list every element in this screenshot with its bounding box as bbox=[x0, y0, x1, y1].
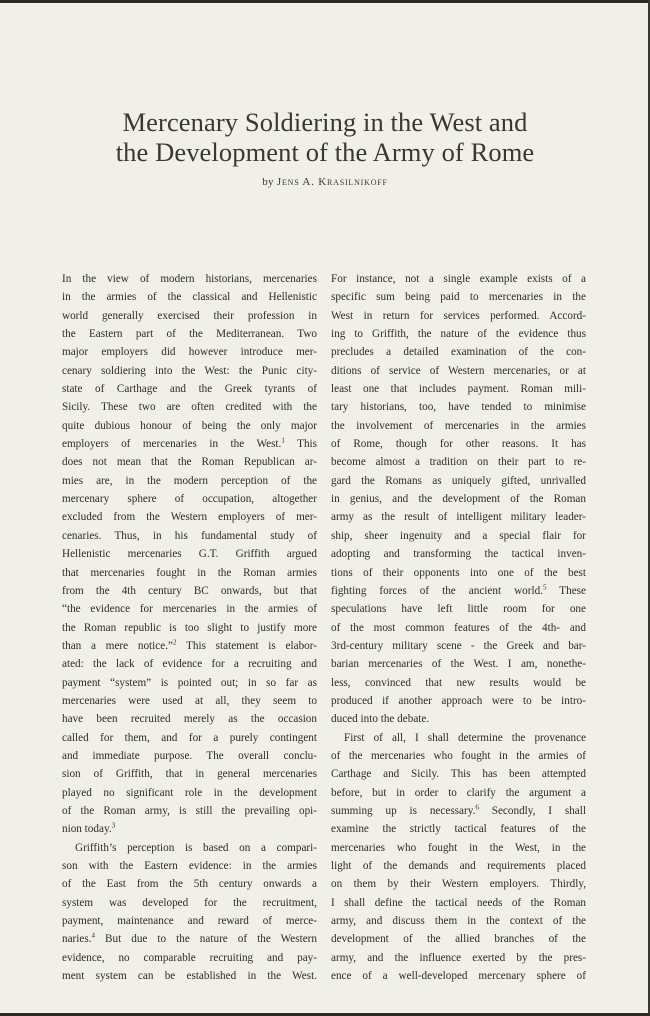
text-line bbox=[62, 453, 317, 471]
text-line-content: army, and discuss them in the context of the bbox=[331, 915, 586, 928]
text-line-continuation: But due to the nature of the Western bbox=[95, 933, 317, 946]
footnote-marker: 6 bbox=[475, 803, 479, 812]
text-line bbox=[331, 380, 586, 398]
text-line bbox=[331, 398, 586, 416]
text-line bbox=[62, 912, 317, 930]
text-line-content: speculations have left little room for one bbox=[331, 603, 586, 616]
text-line bbox=[331, 417, 586, 435]
text-line bbox=[331, 307, 586, 325]
footnote-marker: 4 bbox=[91, 931, 96, 940]
text-line-content: least one that includes payment. Roman mili- bbox=[331, 383, 586, 396]
byline-prefix: by bbox=[262, 176, 274, 188]
text-line-content: evidence, no comparable recruiting and pay- bbox=[62, 951, 317, 964]
text-line bbox=[331, 747, 586, 765]
text-line bbox=[62, 692, 317, 710]
text-line bbox=[62, 802, 317, 820]
author-name: Jens A. Krasilnikoff bbox=[276, 176, 388, 188]
text-line-content: barian mercenaries of the West. I am, nonethe- bbox=[331, 658, 586, 671]
text-line bbox=[62, 343, 317, 361]
text-line bbox=[331, 343, 586, 361]
text-line-content: ditions of service of Western mercenaries, or at bbox=[331, 364, 586, 377]
text-line-content: First of all, I shall determine the provenance bbox=[344, 731, 586, 744]
footnote-marker: 2 bbox=[172, 638, 177, 647]
text-line bbox=[331, 435, 586, 453]
text-line-content: from the 4th century BC onwards, but that bbox=[62, 584, 317, 597]
text-line-content: than a mere notice.” bbox=[62, 639, 173, 652]
text-line-content: world generally exercised their profession in bbox=[62, 309, 317, 322]
text-line-content: called for them, and for a purely contingent bbox=[62, 731, 317, 744]
text-line bbox=[62, 435, 317, 453]
text-line-content: quite dubious honour of being the only major bbox=[62, 419, 317, 432]
text-line-content: Sicily. These two are often credited with the bbox=[62, 401, 317, 414]
text-line-continuation: This statement is elabor- bbox=[176, 639, 317, 652]
text-line bbox=[62, 325, 317, 343]
text-line bbox=[62, 857, 317, 875]
text-line bbox=[62, 875, 317, 893]
text-line-content: sion of Griffith, that in general mercenaries bbox=[62, 768, 317, 781]
text-line-content: before, but in order to clarify the argument a bbox=[331, 786, 586, 799]
text-line bbox=[62, 820, 317, 838]
text-line bbox=[62, 398, 317, 416]
text-line bbox=[62, 894, 317, 912]
text-line bbox=[331, 655, 586, 673]
text-line-content: ence of a well-developed mercenary sphere of bbox=[331, 970, 586, 983]
left-text-column bbox=[62, 270, 317, 985]
text-line-content: of the East from the 5th century onwards a bbox=[62, 878, 317, 891]
text-line bbox=[331, 508, 586, 526]
text-line bbox=[62, 784, 317, 802]
text-line-content: development of the allied branches of the bbox=[331, 933, 586, 946]
text-line-content: major employers did however introduce mer- bbox=[62, 346, 317, 359]
text-line-content: ated: the lack of evidence for a recruiting and bbox=[62, 658, 317, 671]
footnote-marker: 1 bbox=[281, 436, 285, 445]
text-line bbox=[331, 839, 586, 857]
text-line-content: light of the demands and requirements placed bbox=[331, 860, 586, 872]
text-line-content: mies are, in the modern perception of the bbox=[62, 474, 317, 487]
text-line bbox=[331, 710, 586, 728]
text-line bbox=[331, 949, 586, 967]
title-line-2: the Development of the Army of Rome bbox=[115, 137, 535, 167]
text-line bbox=[331, 820, 586, 838]
text-line-content: on them by their Western employers. Thirdly, bbox=[331, 878, 586, 891]
text-line bbox=[331, 692, 586, 710]
text-line bbox=[62, 600, 317, 618]
text-line-content: the Roman republic is too slight to justify more bbox=[62, 621, 317, 634]
text-line bbox=[331, 619, 586, 637]
footnote-marker: 5 bbox=[542, 583, 547, 592]
text-line bbox=[62, 637, 317, 655]
text-line-content: naries. bbox=[62, 933, 92, 946]
text-line-content: state of Carthage and the Greek tyrants of bbox=[62, 383, 317, 396]
text-line-content: in genius, and the development of the Roman bbox=[331, 493, 586, 506]
text-line bbox=[62, 729, 317, 747]
text-line-content: ship, sheer ingenuity and a special flair for bbox=[331, 529, 586, 542]
text-line bbox=[62, 747, 317, 765]
text-line-content: fighting forces of the ancient world. bbox=[331, 584, 543, 597]
text-line bbox=[62, 839, 317, 857]
text-line-content: payment “system” is pointed out; in so far as bbox=[62, 676, 317, 689]
text-line bbox=[331, 270, 586, 288]
text-line bbox=[62, 508, 317, 526]
text-line-content: of Rome, though for other reasons. It has bbox=[331, 438, 586, 451]
text-line-content: I shall define the tactical needs of the Roman bbox=[331, 896, 586, 909]
text-line-content: tary historians, too, have tended to minimise bbox=[331, 401, 586, 414]
text-line bbox=[331, 857, 586, 875]
footnote-marker: 3 bbox=[111, 821, 116, 830]
text-line-content: in the armies of the classical and Hellenistic bbox=[62, 291, 317, 304]
text-line bbox=[62, 472, 317, 490]
text-line bbox=[62, 288, 317, 306]
text-line bbox=[331, 582, 586, 600]
text-line-content: of the mercenaries who fought in the armies of bbox=[331, 749, 586, 762]
byline bbox=[60, 176, 590, 188]
text-line-content: payment, maintenance and reward of merce- bbox=[62, 915, 317, 928]
text-line-content: For instance, not a single example exists of a bbox=[331, 273, 586, 285]
text-line-content: nion today. bbox=[62, 823, 112, 836]
text-line-content: ment system can be established in the West. bbox=[62, 970, 317, 983]
text-line bbox=[62, 380, 317, 398]
text-line bbox=[331, 967, 586, 985]
text-line-content: have been recruited merely as the occasion bbox=[62, 713, 317, 726]
text-line bbox=[62, 545, 317, 563]
text-line-content: “the evidence for mercenaries in the armies of bbox=[62, 603, 317, 616]
text-line bbox=[62, 967, 317, 985]
right-text-column bbox=[331, 270, 586, 985]
text-line-content: summing up is necessary. bbox=[331, 804, 476, 817]
text-line-content: ing to Griffith, the nature of the evidence thus bbox=[331, 328, 586, 341]
text-line bbox=[62, 930, 317, 948]
text-line bbox=[62, 765, 317, 783]
top-edge-rule bbox=[0, 0, 650, 3]
text-line-content: examine the strictly tactical features of the bbox=[331, 823, 586, 836]
text-line-content: mercenary sphere of occupation, altogether bbox=[62, 493, 317, 506]
text-line bbox=[62, 710, 317, 728]
title-line-1: Mercenary Soldiering in the West and bbox=[122, 107, 528, 137]
text-line bbox=[62, 307, 317, 325]
text-line bbox=[331, 875, 586, 893]
text-line bbox=[62, 490, 317, 508]
text-line bbox=[331, 674, 586, 692]
text-line bbox=[331, 802, 586, 820]
text-line bbox=[62, 619, 317, 637]
text-line-content: adopting and transforming the tactical inven- bbox=[331, 548, 586, 561]
text-line bbox=[331, 472, 586, 490]
text-line-content: mercenaries were used at all, they seem to bbox=[62, 694, 317, 707]
text-line-content: army, and the influence exerted by the pres- bbox=[331, 951, 586, 964]
text-line bbox=[331, 600, 586, 618]
text-line bbox=[62, 417, 317, 435]
text-line-continuation: These bbox=[546, 584, 586, 597]
text-line bbox=[62, 362, 317, 380]
text-line bbox=[331, 288, 586, 306]
text-line-content: son with the Eastern evidence: in the armies bbox=[62, 860, 317, 872]
text-line bbox=[62, 527, 317, 545]
text-line-content: system was developed for the recruitment, bbox=[62, 896, 317, 909]
text-line bbox=[331, 912, 586, 930]
text-line-continuation: Secondly, I shall bbox=[478, 804, 586, 817]
text-line bbox=[331, 765, 586, 783]
text-line-content: cenaries. Thus, in his fundamental study of bbox=[62, 529, 317, 542]
text-line bbox=[62, 582, 317, 600]
text-line-content: gard the Romans as uniquely gifted, unrivalled bbox=[331, 474, 586, 487]
text-line-content: specific sum being paid to mercenaries in the bbox=[331, 291, 586, 304]
text-line-content: Hellenistic mercenaries G.T. Griffith argued bbox=[62, 548, 317, 561]
text-line bbox=[331, 453, 586, 471]
text-line-content: 3rd-century military scene - the Greek and bar- bbox=[331, 639, 586, 652]
text-line bbox=[62, 949, 317, 967]
text-line-content: West in return for services performed. Accord- bbox=[331, 309, 586, 322]
text-line-content: employers of mercenaries in the West. bbox=[62, 438, 282, 451]
text-line-content: In the view of modern historians, mercenaries bbox=[62, 273, 317, 285]
text-line-content: Griffith’s perception is based on a compari- bbox=[75, 841, 317, 854]
text-line-content: the Eastern part of the Mediterranean. Two bbox=[62, 328, 317, 341]
text-line-content: mercenaries who fought in the West, in the bbox=[331, 841, 586, 854]
text-line bbox=[331, 729, 586, 747]
text-line-content: of the most common features of the 4th- and bbox=[331, 621, 586, 634]
text-line-content: Carthage and Sicily. This has been attempted bbox=[331, 768, 586, 781]
text-line bbox=[331, 527, 586, 545]
text-line bbox=[331, 490, 586, 508]
text-line-content: of the Roman army, is still the prevailing opi- bbox=[62, 804, 317, 817]
text-line bbox=[62, 564, 317, 582]
text-line bbox=[331, 325, 586, 343]
text-line bbox=[331, 545, 586, 563]
text-line bbox=[331, 930, 586, 948]
text-line-content: does not mean that the Roman Republican ar- bbox=[62, 456, 317, 469]
text-line-continuation: This bbox=[284, 438, 317, 451]
text-line bbox=[331, 362, 586, 380]
text-line bbox=[331, 894, 586, 912]
text-line-content: and immediate purpose. The overall conclu- bbox=[62, 749, 317, 762]
text-line-content: become almost a tradition on their part to re- bbox=[331, 456, 586, 469]
text-line-content: produced if another approach were to be intro- bbox=[331, 694, 586, 707]
text-line bbox=[331, 564, 586, 582]
text-line-content: tions of their opponents into one of the best bbox=[331, 566, 586, 579]
text-line-content: played no significant role in the development bbox=[62, 786, 317, 799]
text-line-content: cenary soldiering into the West: the Punic city- bbox=[62, 364, 317, 377]
text-line bbox=[331, 637, 586, 655]
text-line-content: precludes a detailed examination of the con- bbox=[331, 346, 586, 359]
text-line bbox=[331, 784, 586, 802]
article-title bbox=[60, 107, 590, 167]
text-line-content: the involvement of mercenaries in the armies bbox=[331, 419, 586, 432]
text-line-content: army as the result of intelligent military leader- bbox=[331, 511, 586, 524]
text-line bbox=[62, 674, 317, 692]
text-line-content: excluded from the Western employers of mer- bbox=[62, 511, 317, 524]
text-line-content: that mercenaries fought in the Roman armies bbox=[62, 566, 317, 579]
text-line-content: duced into the debate. bbox=[331, 713, 430, 726]
text-line-content: less, convinced that new results would be bbox=[331, 676, 586, 689]
text-line bbox=[62, 270, 317, 288]
text-line bbox=[62, 655, 317, 673]
